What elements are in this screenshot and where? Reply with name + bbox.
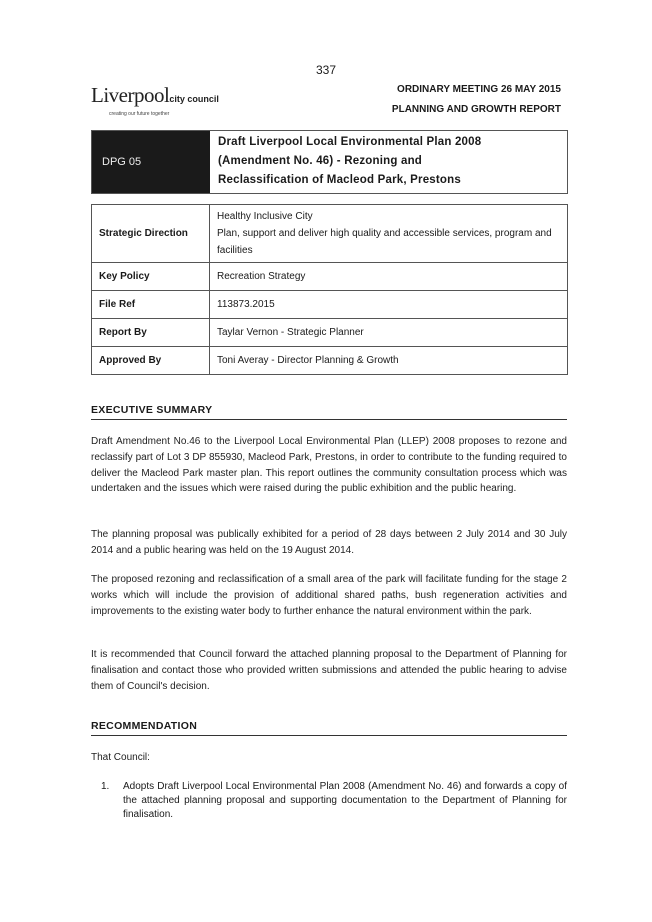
list-item — [91, 780, 567, 822]
approved-by-value: Toni Averay - Director Planning & Growth — [210, 347, 568, 375]
item-title-line: Reclassification of Macleod Park, Prestons — [218, 174, 461, 186]
list-item-text: Adopts Draft Liverpool Local Environmental Plan 2008 (Amendment No. 46) and forwards a copy of the attached planning proposal and supporting documentation to the Department of Planning for finalisation. — [123, 781, 567, 820]
logo-tagline: creating our future together — [109, 111, 170, 117]
report-by-label: Report By — [92, 319, 210, 347]
item-title-line: (Amendment No. 46) - Rezoning and — [218, 155, 423, 167]
strategic-direction-value-2: Plan, support and deliver high quality and accessible services, program and facilities — [217, 228, 552, 256]
summary-paragraph: It is recommended that Council forward the attached planning proposal to the Department of Planning for finalisation and contact those who provided written submissions and attended the public hearing to advise them of Council's decision. — [91, 649, 567, 692]
summary-paragraph: Draft Amendment No.46 to the Liverpool Local Environmental Plan (LLEP) 2008 proposes to rezone and reclassify part of Lot 3 DP 855930, Macleod Park, Prestons, in order to contribute to the funding required to deliver the Macleod Park master plan. This report outlines the community consultation process which was undertaken and the issues which were raised during the public exhibition and the public hearing. — [91, 436, 567, 495]
table-row — [92, 263, 568, 291]
council-logo — [91, 84, 219, 117]
table-row — [92, 291, 568, 319]
report-meta-table — [91, 204, 568, 375]
summary-paragraph: The planning proposal was publically exhibited for a period of 28 days between 2 July 2014 and 30 July 2014 and a public hearing was held on the 19 August 2014. — [91, 529, 567, 556]
strategic-direction-label: Strategic Direction — [92, 205, 210, 263]
item-title — [210, 131, 567, 193]
recommendation-heading: RECOMMENDATION — [91, 720, 567, 736]
key-policy-label: Key Policy — [92, 263, 210, 291]
page-number: 337 — [315, 63, 337, 77]
item-title-line: Draft Liverpool Local Environmental Plan 2008 — [218, 136, 482, 148]
approved-by-label: Approved By — [92, 347, 210, 375]
logo-sub-text: city council — [169, 94, 219, 104]
list-item-number: 1. — [101, 781, 110, 792]
item-title-box — [91, 130, 568, 194]
report-by-value: Taylar Vernon - Strategic Planner — [210, 319, 568, 347]
meeting-line: ORDINARY MEETING 26 MAY 2015 — [397, 84, 561, 95]
logo-main-text: Liverpool — [91, 83, 170, 107]
table-row — [92, 205, 568, 263]
item-code: DPG 05 — [92, 131, 210, 193]
strategic-direction-value-1: Healthy Inclusive City — [217, 211, 313, 222]
meeting-header — [392, 80, 561, 120]
table-row — [92, 347, 568, 375]
table-row — [92, 319, 568, 347]
recommendation-intro: That Council: — [91, 752, 150, 763]
executive-summary-heading: EXECUTIVE SUMMARY — [91, 404, 567, 420]
file-ref-value: 113873.2015 — [210, 291, 568, 319]
report-line: PLANNING AND GROWTH REPORT — [391, 104, 561, 115]
key-policy-value: Recreation Strategy — [210, 263, 568, 291]
strategic-direction-value — [210, 205, 568, 263]
file-ref-label: File Ref — [92, 291, 210, 319]
summary-paragraph: The proposed rezoning and reclassification of a small area of the park will facilitate funding for the stage 2 works which will include the provision of additional shared paths, bush regeneration activities and improvements to the existing water body to further enhance the natural environment within the park. — [91, 574, 567, 617]
